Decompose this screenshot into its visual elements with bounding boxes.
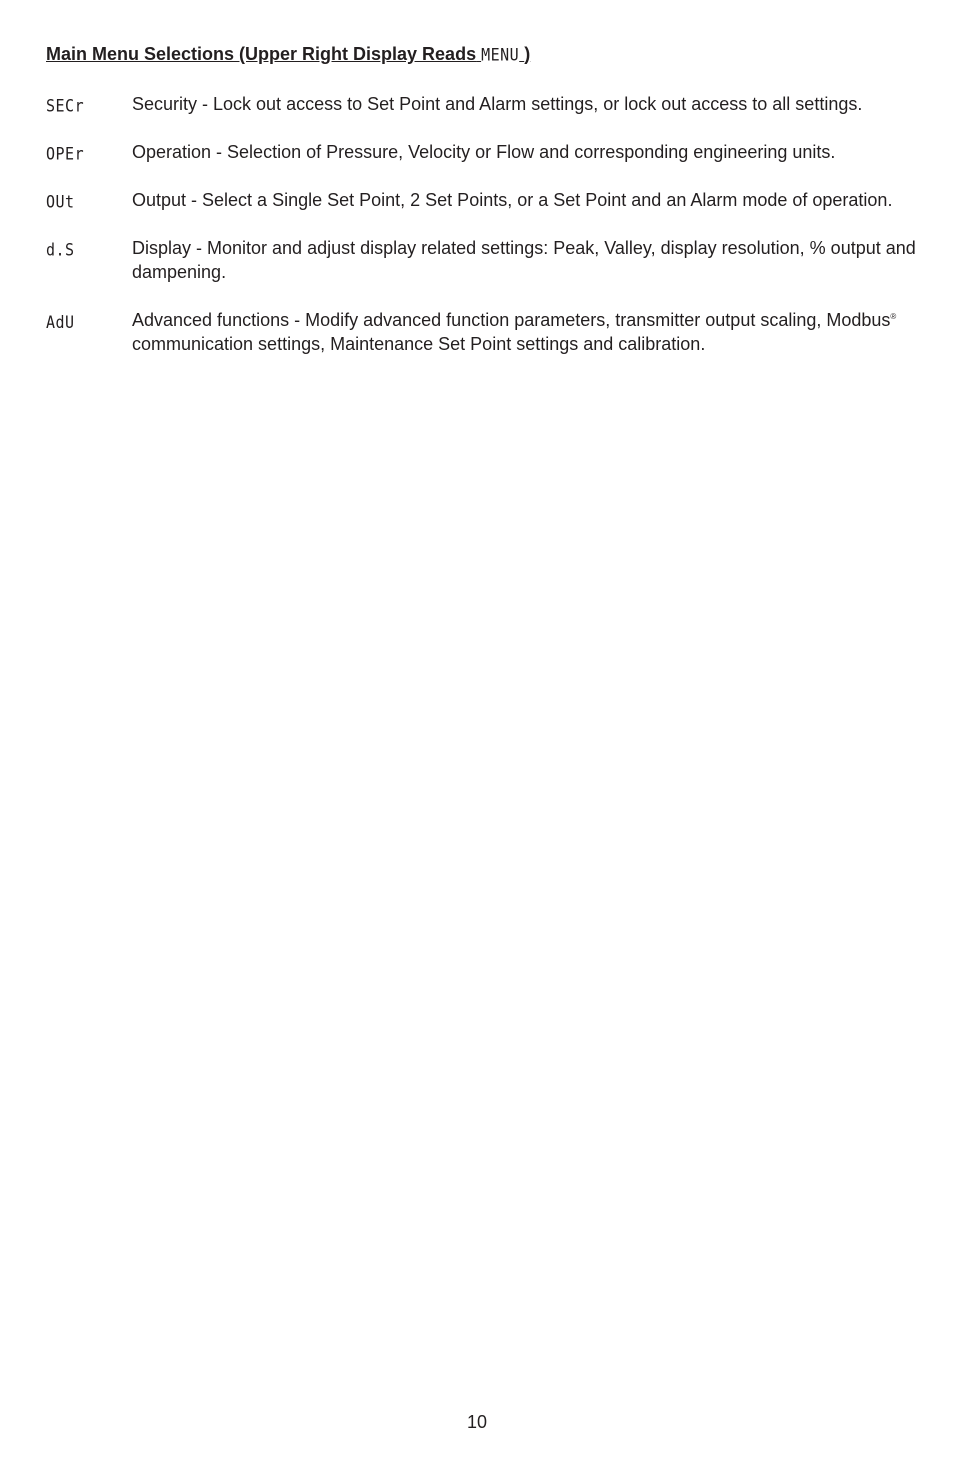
menu-code: OPEr (46, 143, 85, 165)
menu-description: Output - Select a Single Set Point, 2 Set Points, or a Set Point and an Alarm mode of operation. (132, 190, 893, 210)
menu-item-security (46, 92, 916, 116)
menu-item-display (46, 236, 916, 284)
menu-item-operation (46, 140, 916, 164)
menu-item-output (46, 188, 916, 212)
menu-description: Display - Monitor and adjust display related settings: Peak, Valley, display resolution, % output and dampening. (132, 238, 916, 282)
menu-code: d.S (46, 239, 75, 261)
menu-description: Operation - Selection of Pressure, Velocity or Flow and corresponding engineering units. (132, 142, 836, 162)
menu-code: OUt (46, 191, 75, 213)
section-heading (46, 43, 530, 66)
menu-code: AdU (46, 311, 75, 333)
heading-display-code: MENU (481, 44, 520, 66)
advanced-text-before: Advanced functions - Modify advanced function parameters, transmitter output scaling, Modbus (132, 310, 891, 330)
page-number: 10 (466, 1412, 488, 1432)
heading-text: Main Menu Selections (Upper Right Display Reads (46, 44, 477, 64)
menu-code: SECr (46, 95, 85, 117)
menu-description: Security - Lock out access to Set Point and Alarm settings, or lock out access to all settings. (132, 94, 863, 114)
menu-description (132, 308, 916, 356)
menu-item-advanced (46, 308, 916, 356)
advanced-text-after: communication settings, Maintenance Set Point settings and calibration. (132, 334, 706, 354)
heading-close: ) (524, 44, 531, 64)
menu-list (46, 92, 916, 380)
registered-mark: ® (890, 312, 897, 321)
